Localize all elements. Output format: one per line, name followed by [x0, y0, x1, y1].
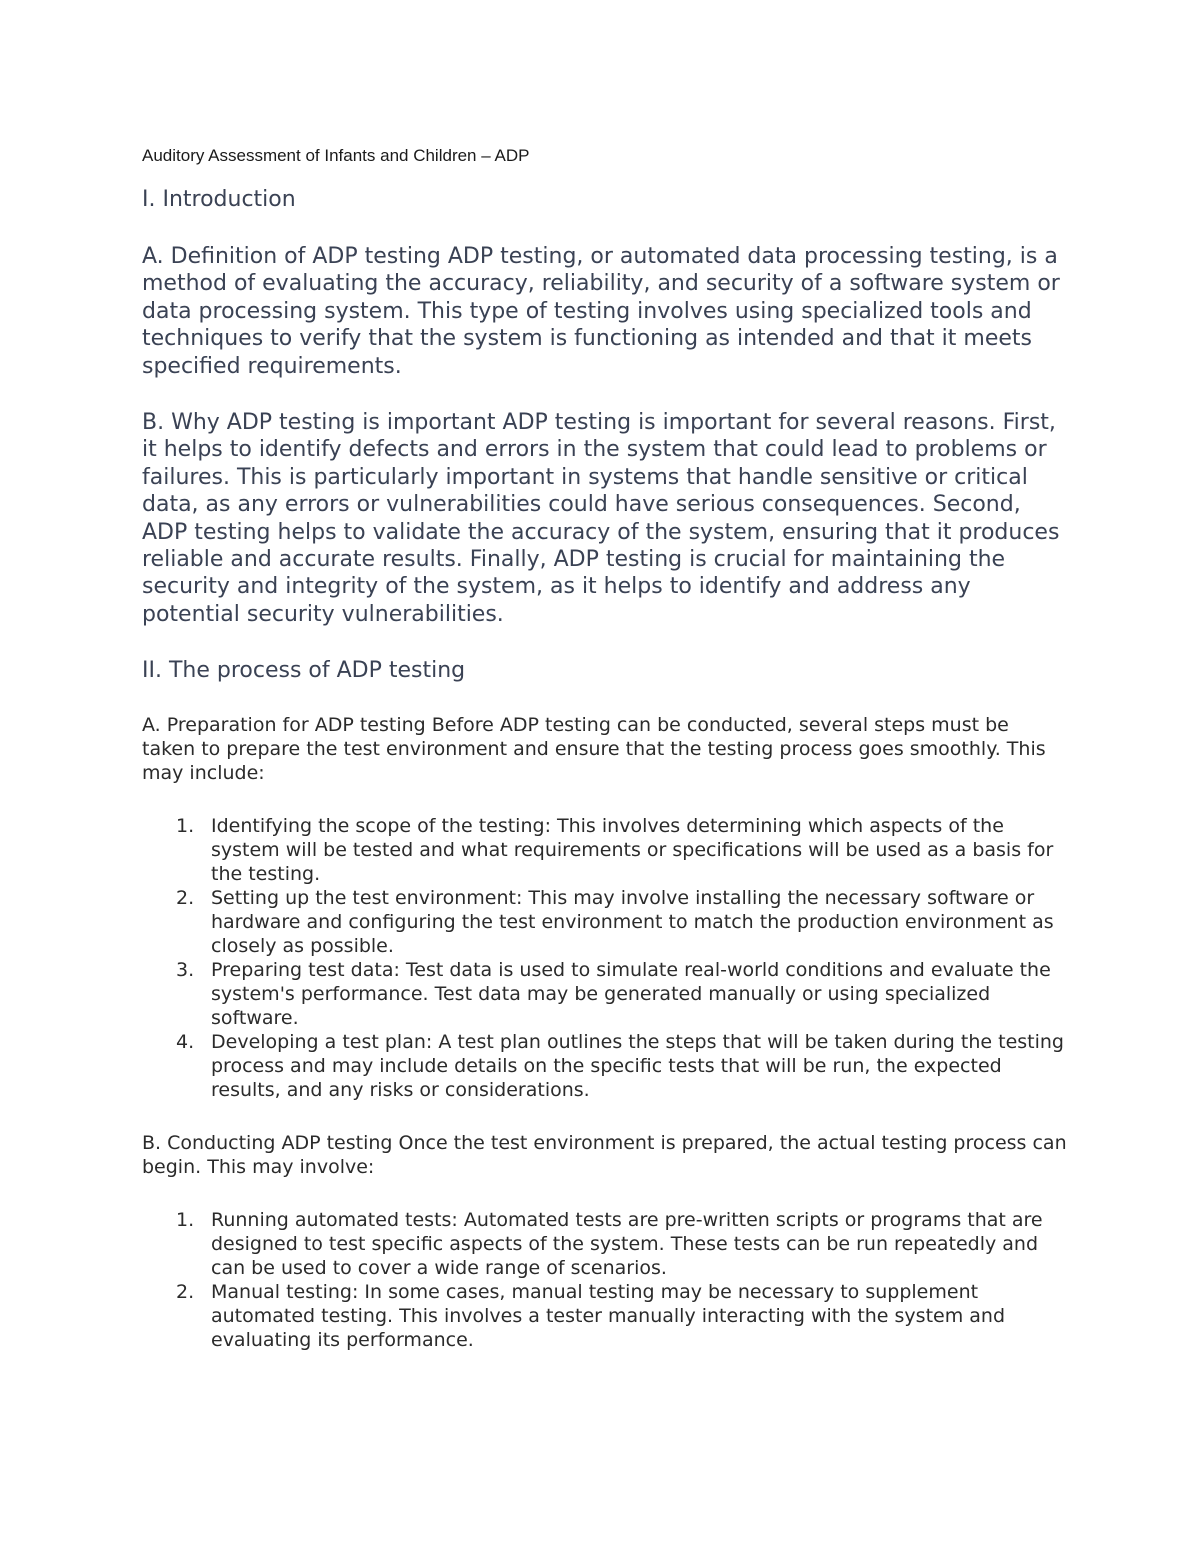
list-item-number: 2.: [176, 1281, 195, 1303]
list-item: [142, 1030, 1072, 1102]
list-item-number: 1.: [176, 815, 195, 837]
list-item-number: 2.: [176, 887, 195, 909]
preparation-steps-list: [142, 814, 1072, 1102]
list-item-text: Setting up the test environment: This may involve installing the necessary software or hardware and configuring the test environment to match the production environment as closely as possible.: [211, 887, 1054, 957]
list-item-number: 1.: [176, 1209, 195, 1231]
list-item-text: Preparing test data: Test data is used to simulate real-world conditions and evaluate the system's performance. Test data may be generated manually or using specialized software.: [211, 959, 1051, 1029]
section-heading-introduction: I. Introduction: [142, 187, 296, 212]
paragraph-definition: A. Definition of ADP testing ADP testing, or automated data processing testing, is a method of evaluating the accuracy, reliability, and security of a software system or data processing system. This type of testing involves using specialized tools and techniques to verify that the system is functioning as intended and that it meets specified requirements.: [142, 244, 1060, 379]
list-item: [142, 958, 1072, 1030]
section-heading-process: II. The process of ADP testing: [142, 658, 466, 683]
list-item: [142, 886, 1072, 958]
list-item-text: Manual testing: In some cases, manual testing may be necessary to supplement automated testing. This involves a tester manually interacting with the system and evaluating its performance.: [211, 1281, 1006, 1351]
list-item-text: Developing a test plan: A test plan outlines the steps that will be taken during the testing process and may include details on the specific tests that will be run, the expected results, and any risks or considerations.: [211, 1031, 1064, 1101]
list-item: [142, 1208, 1072, 1280]
list-item-text: Running automated tests: Automated tests are pre-written scripts or programs that are designed to test specific aspects of the system. These tests can be run repeatedly and can be used to cover a wide range of scenarios.: [211, 1209, 1043, 1279]
paragraph-conducting: B. Conducting ADP testing Once the test environment is prepared, the actual testing process can begin. This may involve:: [142, 1132, 1067, 1178]
list-item: [142, 1280, 1072, 1352]
list-item-text: Identifying the scope of the testing: This involves determining which aspects of the system will be tested and what requirements or specifications will be used as a basis for the testing.: [211, 815, 1054, 885]
conducting-steps-list: [142, 1208, 1072, 1352]
list-item-number: 4.: [176, 1031, 195, 1053]
list-item: [142, 814, 1072, 886]
paragraph-importance: B. Why ADP testing is important ADP testing is important for several reasons. First, it helps to identify defects and errors in the system that could lead to problems or failures. This is particularly important in systems that handle sensitive or critical data, as any errors or vulnerabilities could have serious consequences. Second, ADP testing helps to validate the accuracy of the system, ensuring that it produces reliable and accurate results. Finally, ADP testing is crucial for maintaining the security and integrity of the system, as it helps to identify and address any potential security vulnerabilities.: [142, 410, 1060, 627]
document-title: Auditory Assessment of Infants and Children – ADP: [142, 146, 530, 165]
list-item-number: 3.: [176, 959, 195, 981]
paragraph-preparation: A. Preparation for ADP testing Before ADP testing can be conducted, several steps must be taken to prepare the test environment and ensure that the testing process goes smoothly. This may include:: [142, 714, 1046, 784]
